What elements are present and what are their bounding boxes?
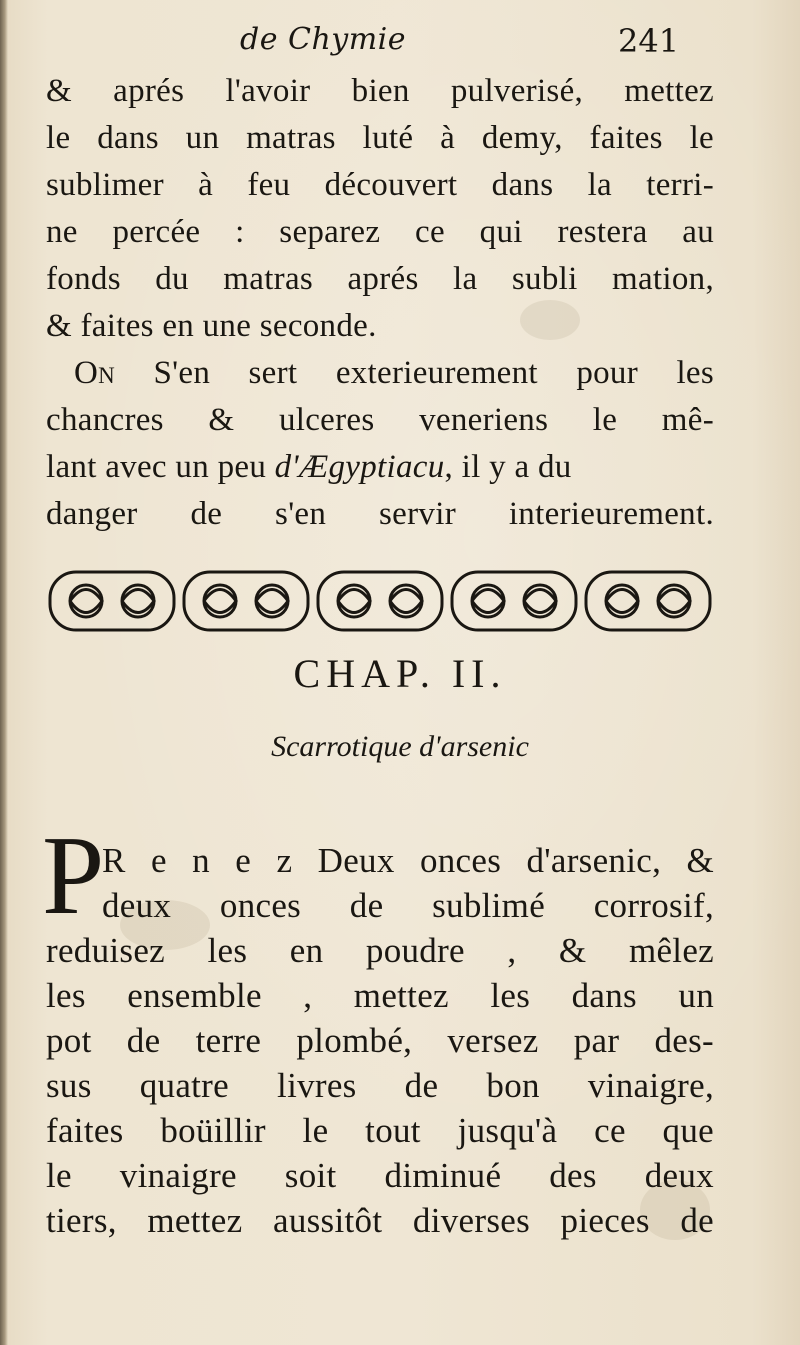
chapter-subtitle: Scarrotique d'arsenic [271, 730, 529, 763]
paragraph-3 [46, 838, 714, 1243]
paragraph-1 [46, 68, 714, 350]
text-line: ne percée : separez ce qui restera au [46, 214, 714, 250]
chapter-title: CHAP. II. [293, 651, 507, 696]
text-line: les ensemble , mettez les dans un [46, 976, 714, 1015]
text-line: tiers, mettez aussitôt diverses pieces de [46, 1201, 714, 1240]
text-span: S'en sert exterieurement pour les [115, 355, 714, 391]
fleuron-icon [318, 572, 442, 630]
text-line: fonds du matras aprés la subli mation, [46, 261, 714, 297]
text-line: chancres & ulceres veneriens le mê- [46, 402, 714, 438]
ornament-band [46, 566, 714, 636]
text-span: Deux onces d'arsenic, & [292, 841, 714, 880]
text-line: & faites en une seconde. [46, 308, 377, 344]
text-span: R e n e z [102, 841, 293, 880]
text-line: & aprés l'avoir bien pulverisé, mettez [46, 73, 714, 109]
text-line: le vinaigre soit diminué des deux [46, 1156, 714, 1195]
text-line: deux onces de sublimé corrosif, [102, 886, 714, 925]
running-title: de Chymie [240, 22, 407, 57]
fleuron-icon [50, 572, 174, 630]
page-header [0, 22, 800, 66]
fleuron-icon [452, 572, 576, 630]
text-line: pot de terre plombé, versez par des- [46, 1021, 714, 1060]
text-span: lant avec un peu [46, 449, 275, 485]
paragraph-2 [46, 350, 714, 538]
text-line: sublimer à feu découvert dans la terri- [46, 167, 714, 203]
text-line [46, 444, 714, 491]
text-span: , il y a du [444, 449, 572, 485]
text-line [46, 350, 714, 397]
text-line: le dans un matras luté à demy, faites le [46, 120, 714, 156]
page-number: 241 [618, 22, 680, 60]
paragraph-lead-word: On [74, 355, 116, 391]
text-line: sus quatre livres de bon vinaigre, [46, 1066, 714, 1105]
text-line: danger de s'en servir interieurement. [46, 496, 714, 532]
text-line: reduisez les en poudre , & mêlez [46, 931, 714, 970]
fleuron-icon [184, 572, 308, 630]
text-line [46, 838, 714, 883]
fleuron-icon [586, 572, 710, 630]
italic-term: d'Ægyptiacu [274, 449, 445, 485]
text-line: faites boüillir le tout jusqu'à ce que [46, 1111, 714, 1150]
drop-cap: P [42, 814, 105, 938]
